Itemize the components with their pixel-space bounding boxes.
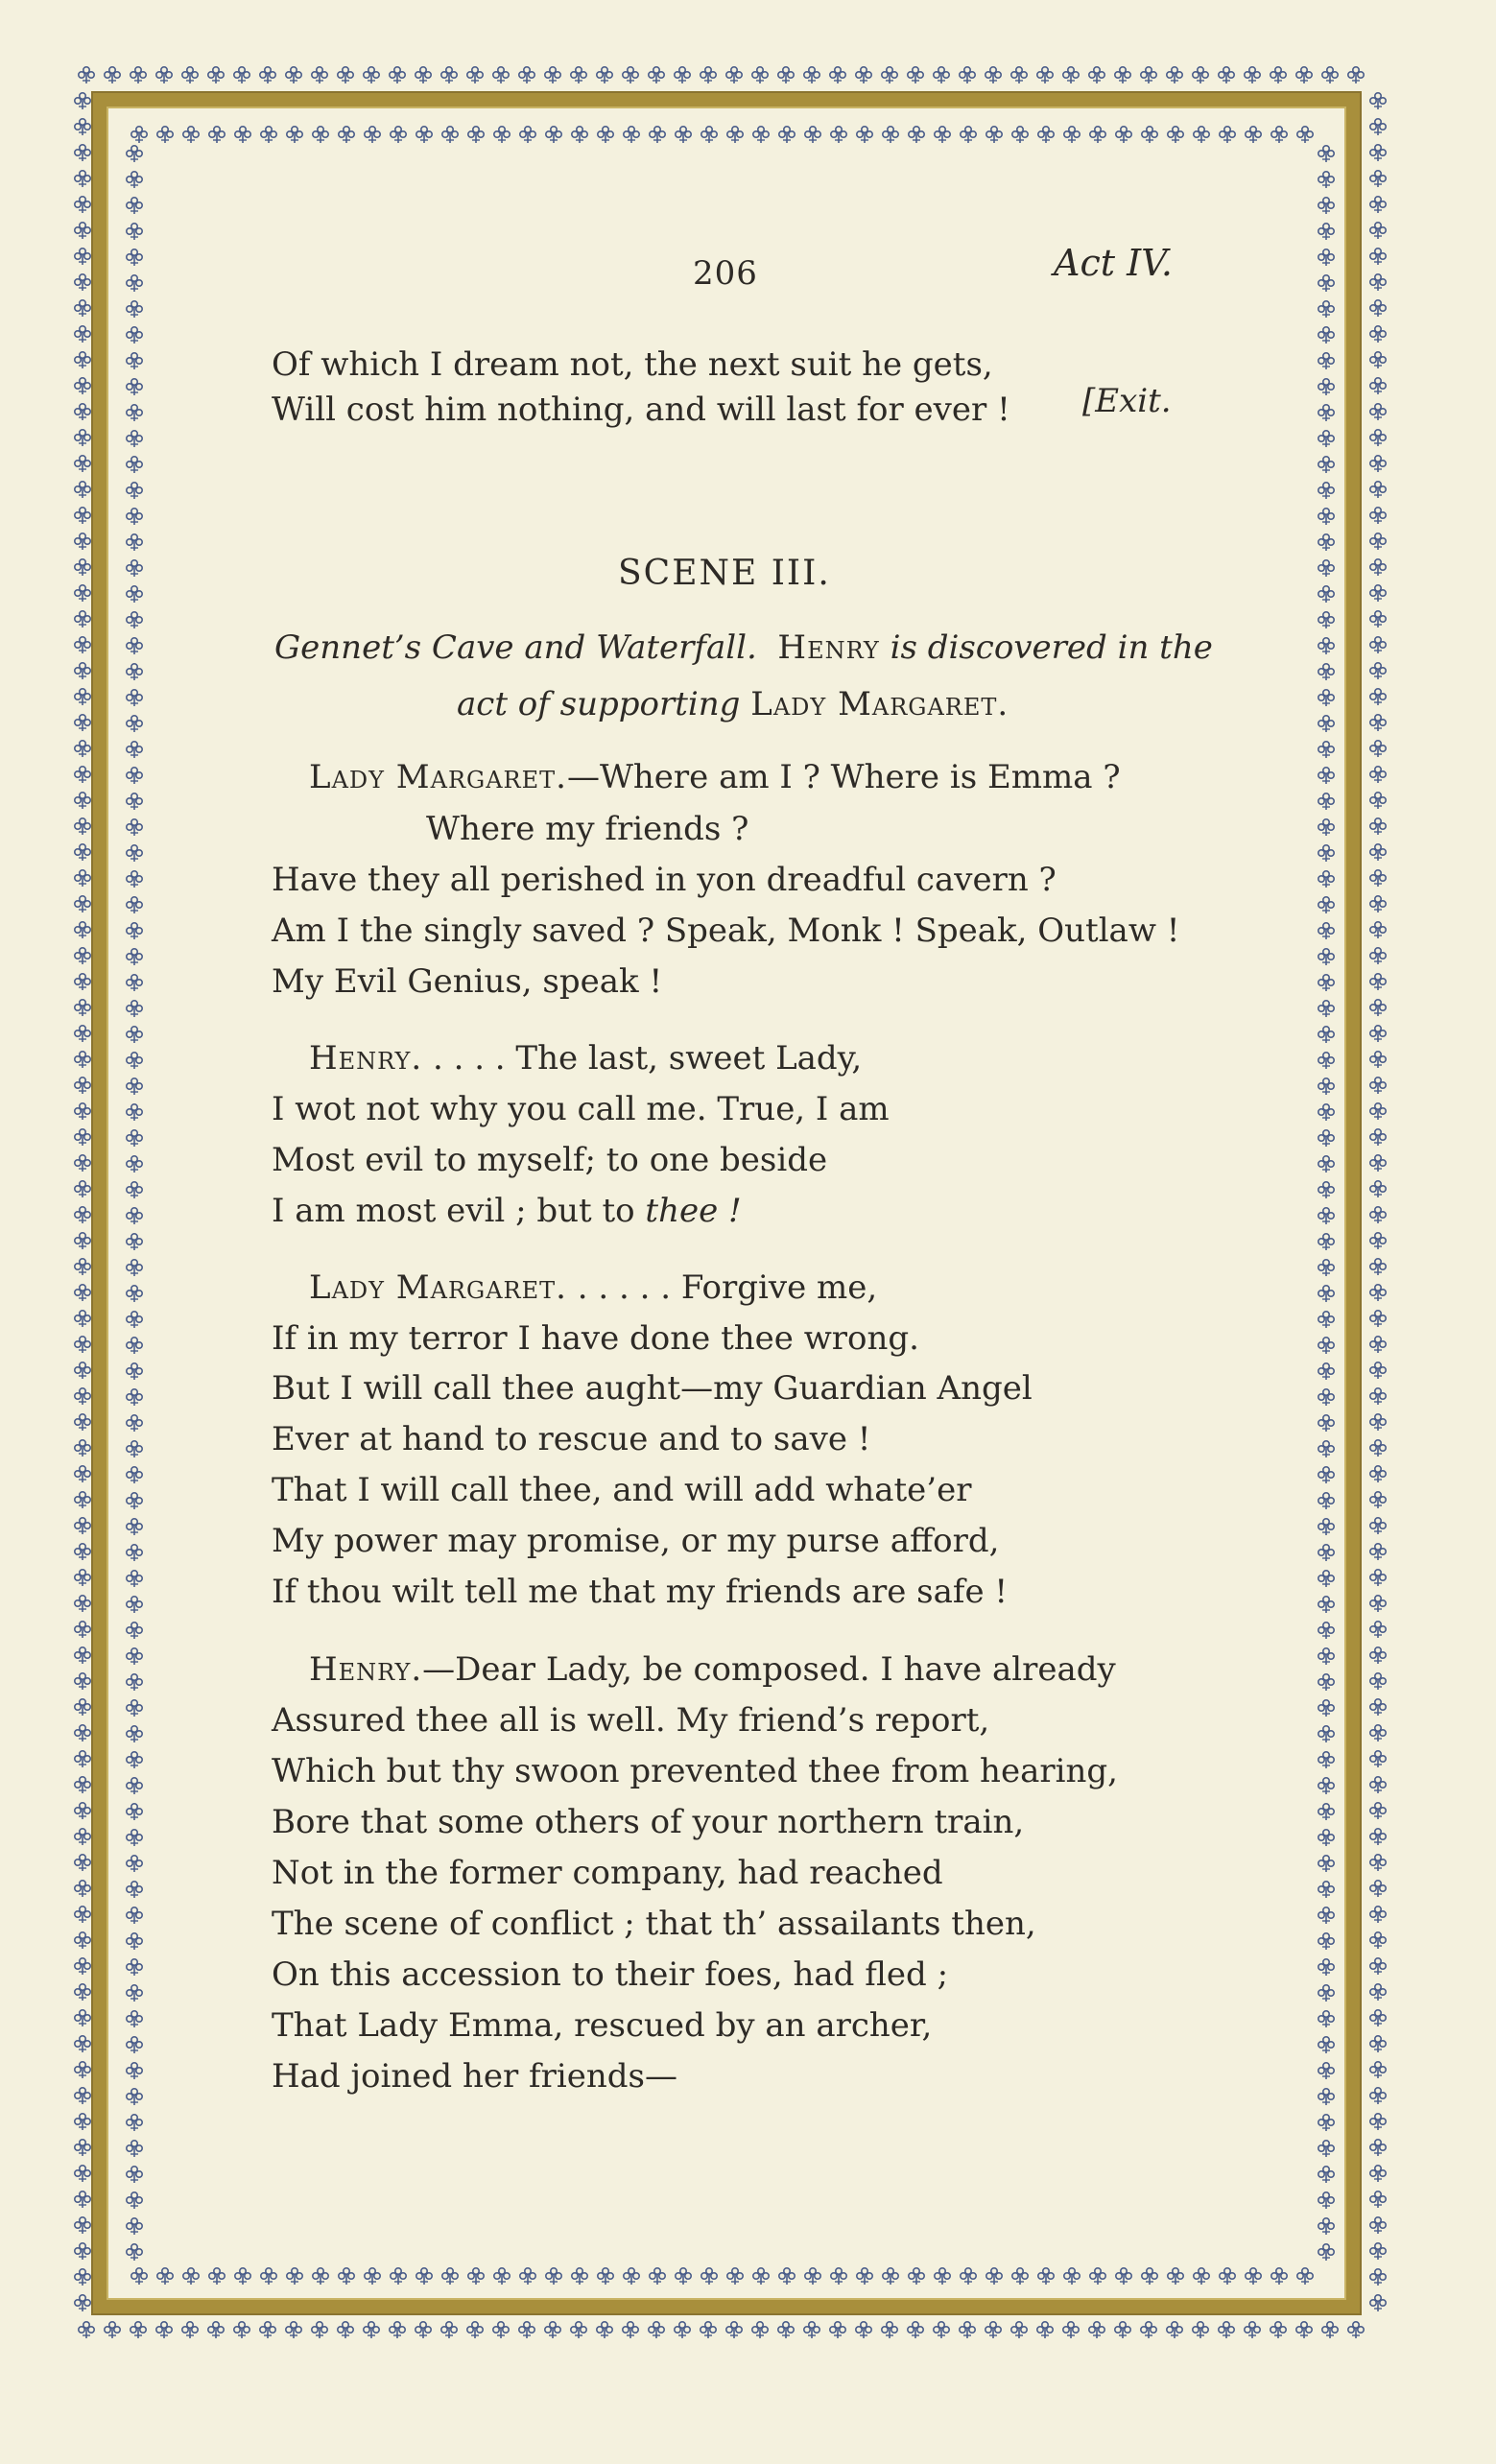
text-line: Not in the former company, had reached — [272, 1854, 943, 1892]
speaker-name: Lady Margaret. — [309, 758, 567, 796]
speaker-name: Lady Margaret. — [309, 1268, 567, 1307]
text-line: Where my friends ? — [426, 810, 749, 848]
text-line: Ever at hand to rescue and to save ! — [272, 1420, 871, 1458]
exit-direction: [Exit. — [1082, 382, 1172, 420]
text-line: Of which I dream not, the next suit he gets, — [272, 345, 993, 384]
stage-direction: Gennet’s Cave and Waterfall. Henry is discovered in the — [274, 628, 1213, 667]
text-line: On this accession to their foes, had fled ; — [272, 1955, 949, 1994]
text-line: If thou wilt tell me that my friends are safe ! — [272, 1573, 1009, 1611]
text-line: If in my terror I have done thee wrong. — [272, 1319, 919, 1358]
text-line: But I will call thee aught—my Guardian Angel — [272, 1369, 1033, 1408]
text-line: That Lady Emma, rescued by an archer, — [272, 2006, 933, 2045]
emphasis: thee ! — [645, 1192, 742, 1230]
act-label: Act IV. — [1054, 242, 1173, 284]
stage-direction: act of supporting Lady Margaret. — [457, 685, 1009, 723]
text-line: Will cost him nothing, and will last for ever ! — [272, 391, 1010, 429]
speaker-name: Henry. — [309, 1039, 423, 1078]
text-line: Most evil to myself; to one beside — [272, 1141, 828, 1179]
text-line: Had joined her friends— — [272, 2057, 677, 2096]
speech-first-line: Lady Margaret.—Where am I ? Where is Emma ? — [309, 758, 1121, 796]
text-line: My Evil Genius, speak ! — [272, 962, 663, 1001]
text-line: Assured thee all is well. My friend’s report, — [272, 1701, 990, 1740]
text-line: My power may promise, or my purse afford, — [272, 1522, 1000, 1560]
speech-first-line: Henry. . . . . The last, sweet Lady, — [309, 1039, 863, 1078]
page-number: 206 — [693, 254, 758, 293]
text-line: That I will call thee, and will add whate’er — [272, 1471, 972, 1509]
text-line: Bore that some others of your northern train, — [272, 1803, 1025, 1841]
text-line: Am I the singly saved ? Speak, Monk ! Speak, Outlaw ! — [272, 912, 1180, 950]
text-line: The scene of conflict ; that th’ assailants then, — [272, 1905, 1036, 1943]
speech-first-line: Lady Margaret. . . . . . Forgive me, — [309, 1268, 878, 1307]
speech-first-line: Henry.—Dear Lady, be composed. I have already — [309, 1650, 1116, 1689]
scene-title: SCENE III. — [618, 554, 831, 593]
text-line: Which but thy swoon prevented thee from hearing, — [272, 1752, 1118, 1790]
speaker-name: Henry. — [309, 1650, 423, 1689]
text-line: I am most evil ; but to thee ! — [272, 1192, 742, 1230]
text-line: I wot not why you call me. True, I am — [272, 1090, 890, 1128]
text-line: Have they all perished in yon dreadful cavern ? — [272, 861, 1057, 899]
